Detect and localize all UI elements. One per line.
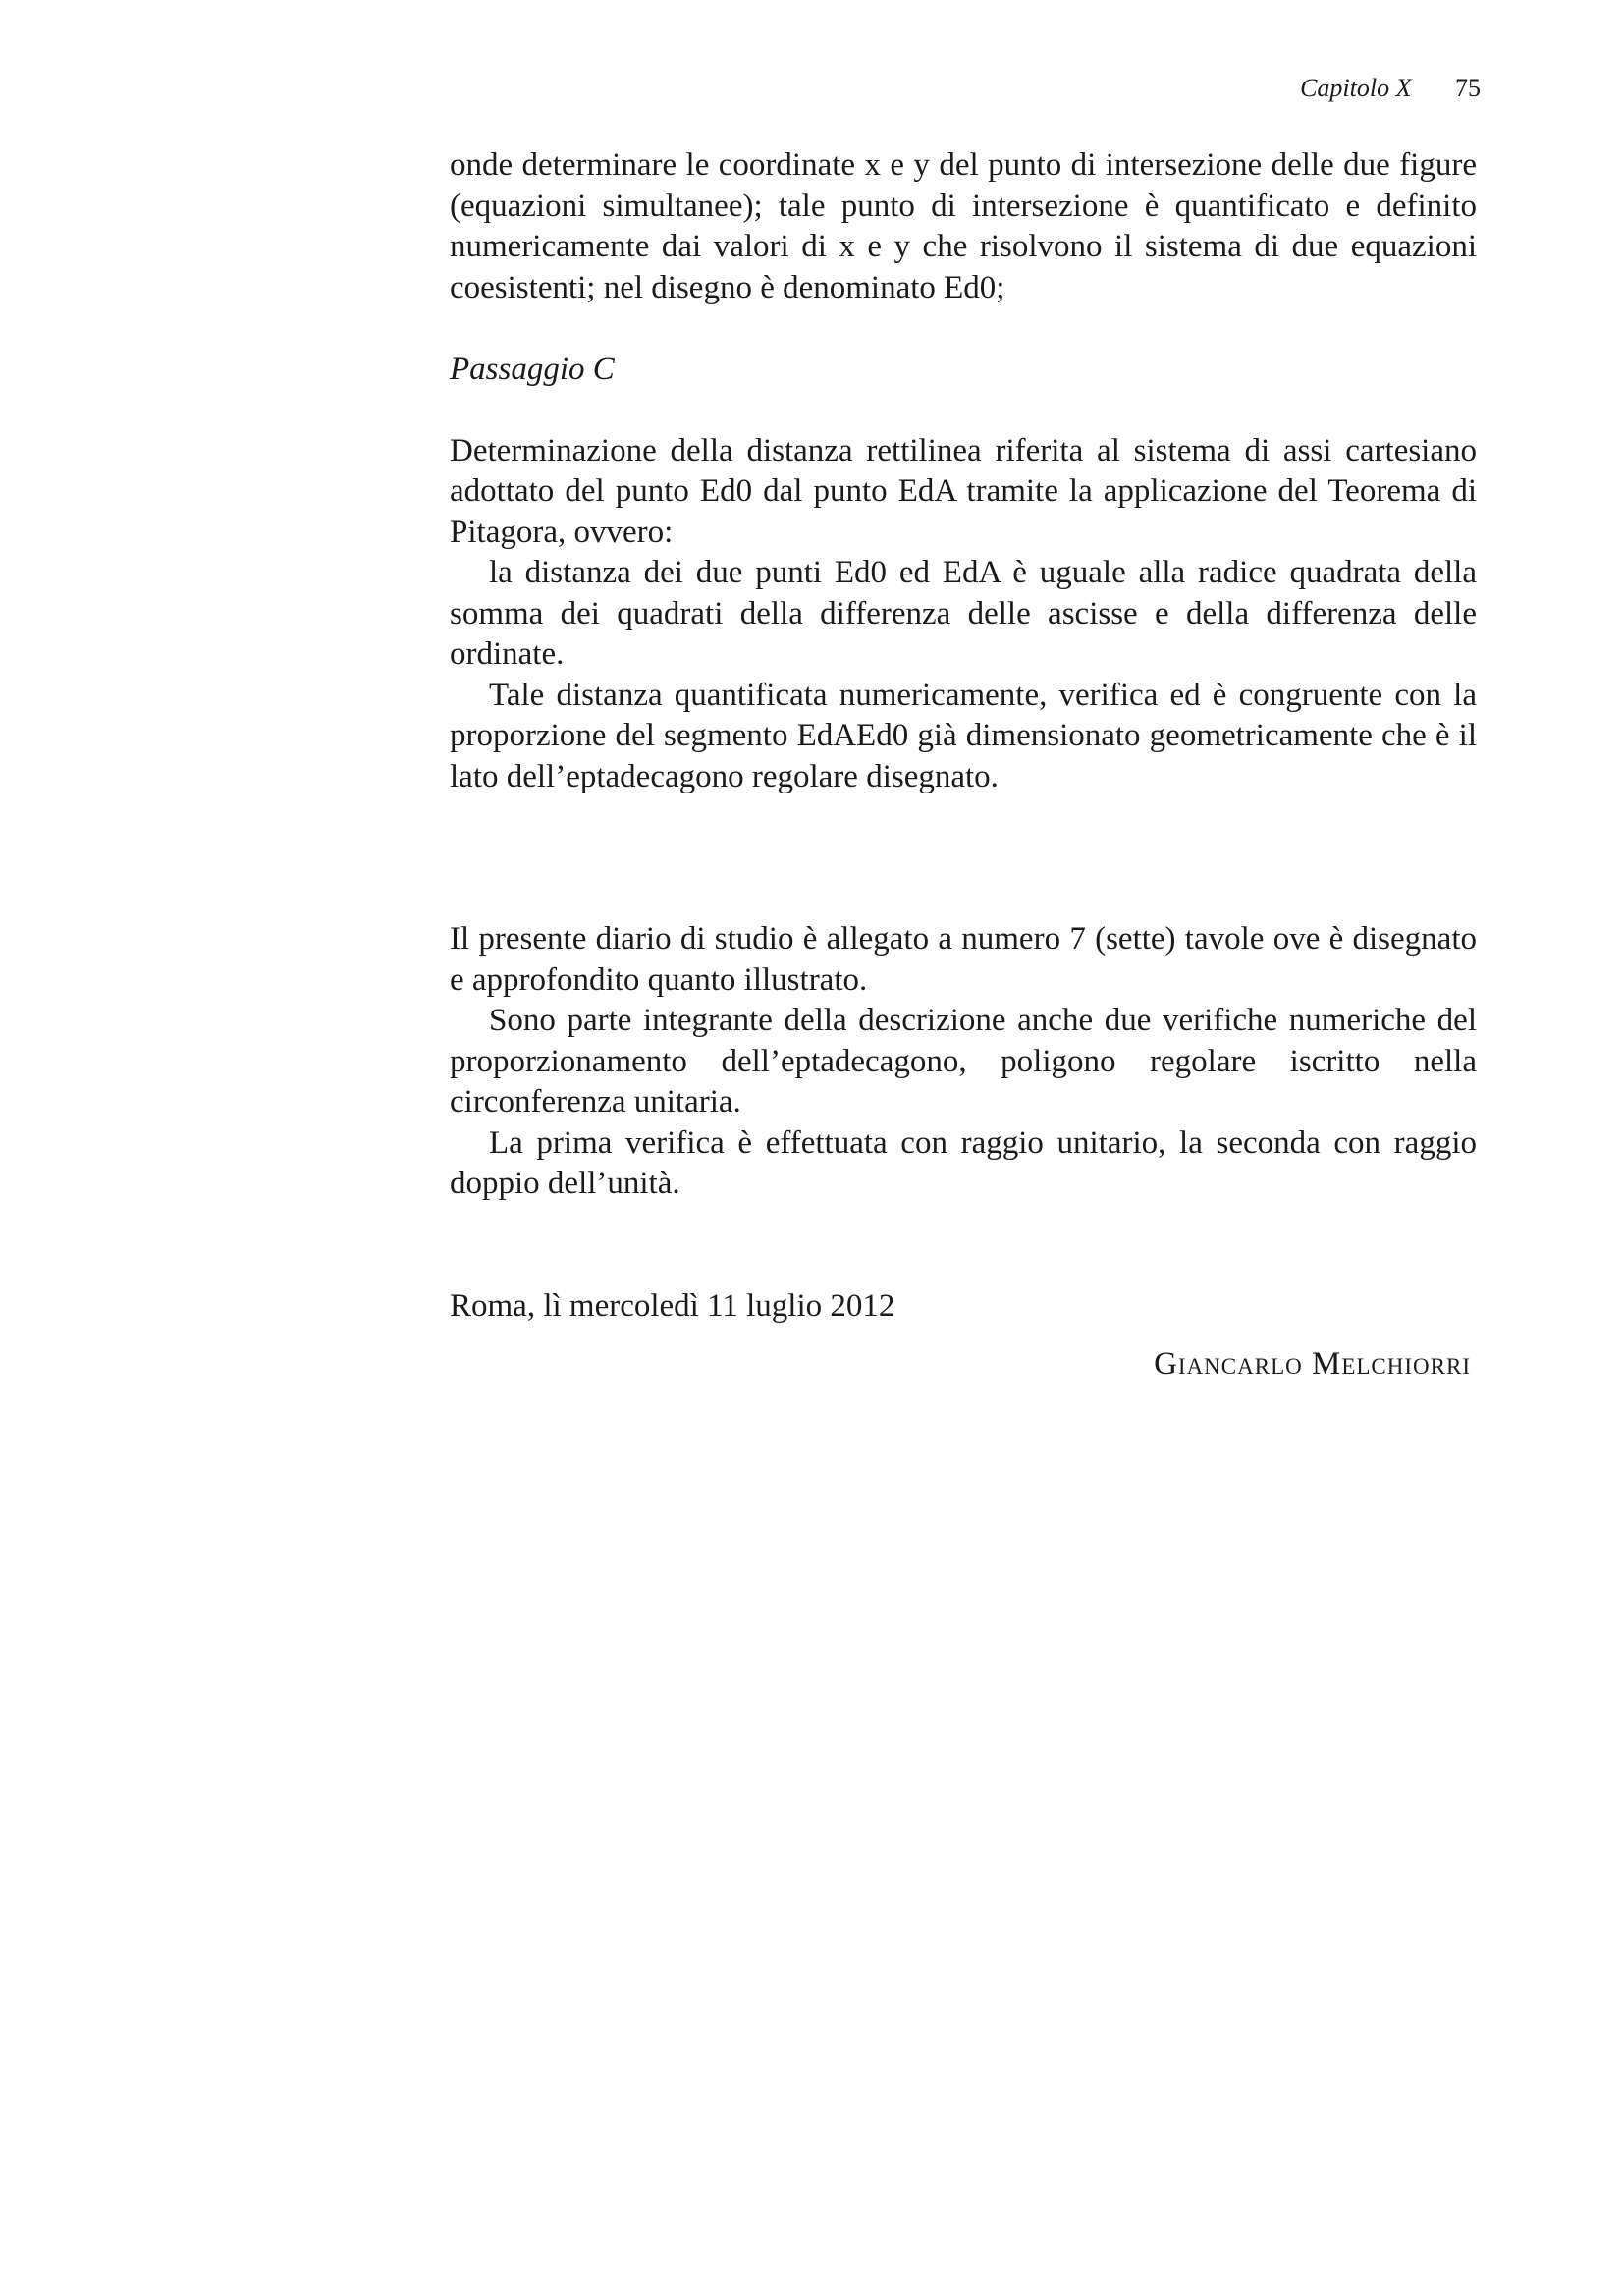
paragraph-radius-verifications: La prima verifica è effettuata con raggio unitario, la seconda con raggio doppio dell’unità. bbox=[450, 1124, 1477, 1201]
paragraph-distance-definition: la distanza dei due punti Ed0 ed EdA è uguale alla radice quadrata della somma dei quadrati della differenza delle ascisse e della differenza delle ordinate. bbox=[450, 555, 1477, 672]
main-text bbox=[450, 145, 1477, 1386]
page-number: 75 bbox=[1455, 74, 1481, 102]
running-head bbox=[1300, 73, 1481, 104]
chapter-title: Capitolo X bbox=[1300, 74, 1412, 102]
paragraph-numeric-verifications: Sono parte integrante della descrizione anche due verifiche numeriche del proporzionamento dell’eptadecagono, poligono regolare iscritto nella circonferenza unitaria. bbox=[450, 1003, 1477, 1120]
paragraph-distance-verification: Tale distanza quantificata numericamente, verifica ed è congruente con la proporzione del segmento EdAEd0 già dimensionato geometricamente che è il lato dell’eptadecagono regolare disegnato. bbox=[450, 677, 1477, 794]
paragraph-continuation: onde determinare le coordinate x e y del punto di intersezione delle due figure (equazioni simultanee); tale punto di intersezione è quantificato e definito numericamente dai valori di x e y che risolvono il sistema di due equazioni coesistenti; nel disegno è denominato Ed0; bbox=[450, 147, 1477, 305]
author-signature: Giancarlo Melchiorri bbox=[1154, 1346, 1471, 1382]
paragraph-determination: Determinazione della distanza rettilinea riferita al sistema di assi cartesiano adottato del punto Ed0 dal punto EdA tramite la applicazione del Teorema di Pitagora, ovvero: bbox=[450, 432, 1477, 550]
place-and-date: Roma, lì mercoledì 11 luglio 2012 bbox=[450, 1287, 895, 1324]
paragraph-diary-attachment: Il presente diario di studio è allegato a numero 7 (sette) tavole ove è disegnato e approfondito quanto illustrato. bbox=[450, 921, 1477, 998]
section-heading: Passaggio C bbox=[450, 351, 615, 387]
